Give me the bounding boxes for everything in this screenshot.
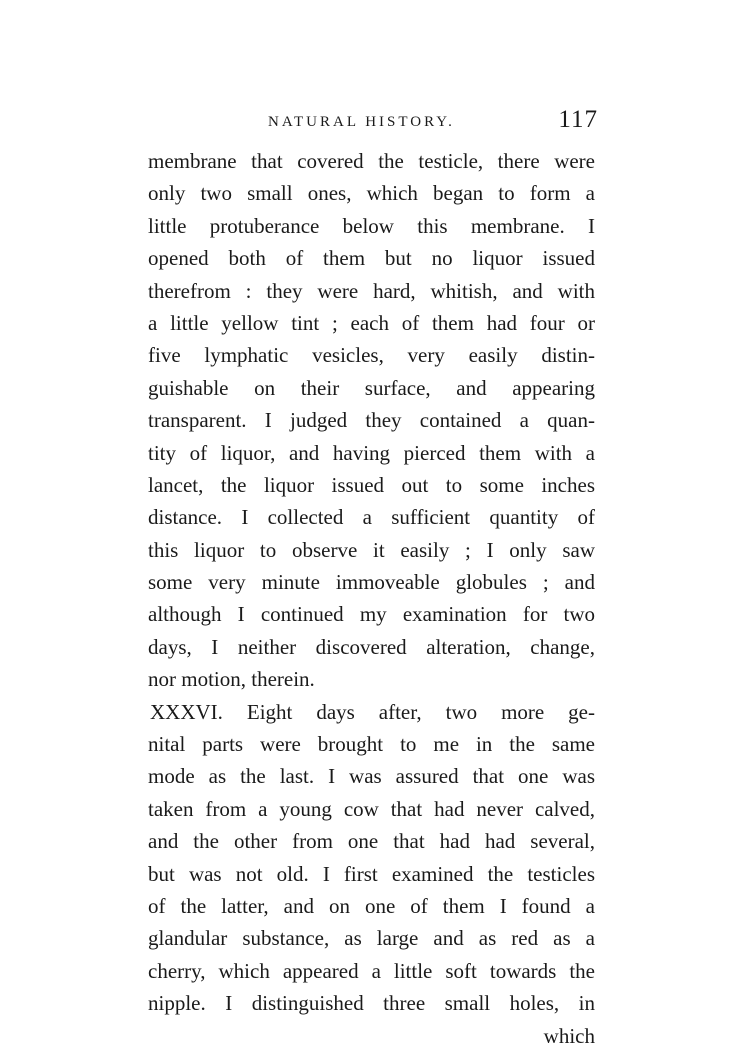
paragraph-end-line: nor motion, therein. [148,667,315,692]
text-line: of the latter, and on one of them I found a [148,893,595,918]
text-line: cherry, which appeared a little soft towards the [148,958,595,983]
catchword: which [543,1023,595,1048]
text-line: although I continued my examination for two [148,602,595,627]
text-line: this liquor to observe it easily ; I only saw [148,537,595,562]
text-line: and the other from one that had had several, [148,829,595,854]
text-line: therefrom : they were hard, whitish, and with [148,278,595,303]
text-line: guishable on their surface, and appearing [148,375,595,400]
text-line: taken from a young cow that had never calved, [148,796,595,821]
section-start-line: XXXVI. Eight days after, two more ge- [150,699,595,724]
text-line: a little yellow tint ; each of them had four or [148,310,595,335]
text-line: opened both of them but no liquor issued [148,246,595,271]
text-line: distance. I collected a sufficient quantity of [148,505,595,530]
text-line: nital parts were brought to me in the same [148,732,595,757]
text-line: five lymphatic vesicles, very easily distin- [148,343,595,368]
text-line: only two small ones, which began to form a [148,181,595,206]
page-number: 117 [558,106,598,133]
text-line: days, I neither discovered alteration, change, [148,634,595,659]
text-line: membrane that covered the testicle, there were [148,149,595,173]
body-text [148,145,595,1052]
text-line: transparent. I judged they contained a quan- [148,408,595,433]
text-line: little protuberance below this membrane. I [148,213,595,238]
text-line: glandular substance, as large and as red as a [148,926,595,951]
text-line: some very minute immoveable globules ; and [148,570,595,595]
text-line: nipple. I distinguished three small holes, in [148,991,595,1016]
text-line: lancet, the liquor issued out to some inches [148,472,595,497]
text-line: tity of liquor, and having pierced them with a [148,440,595,465]
text-line: mode as the last. I was assured that one was [148,764,595,789]
text-line: but was not old. I first examined the testicles [148,861,595,886]
running-head [148,106,598,138]
running-title: NATURAL HISTORY. [268,114,455,130]
